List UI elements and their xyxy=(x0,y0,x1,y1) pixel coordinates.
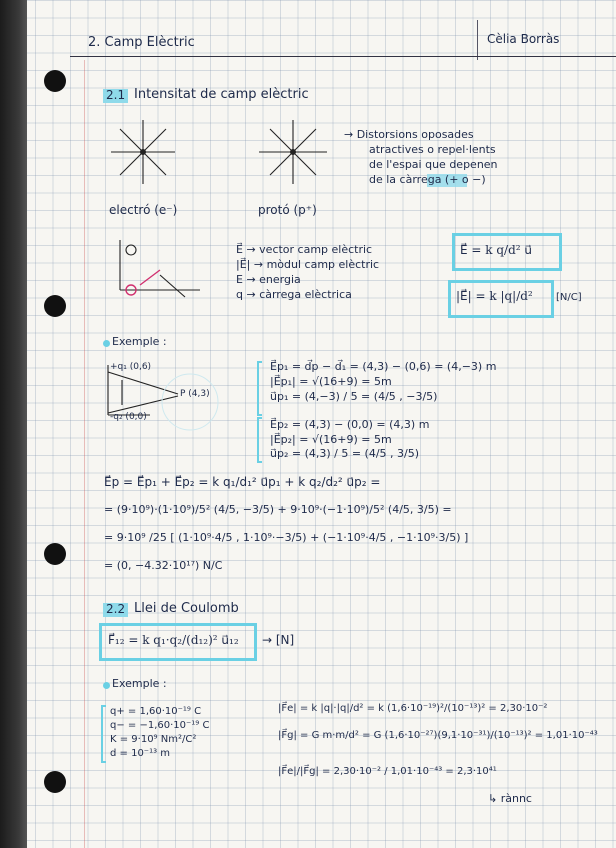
bullet-icon xyxy=(103,340,110,347)
charge-q1-label: +q₁ (0,6) xyxy=(110,362,152,372)
unit-label: [N/C] xyxy=(556,292,582,303)
result-line-4: = (0, −4.32·10¹⁷) N/C xyxy=(104,559,223,572)
legend-line-4: q → càrrega elèctrica xyxy=(236,288,352,301)
result-line-1: E⃗p = E⃗p₁ + E⃗p₂ = k q₁/d₁² u⃗p₁ + k q₂/d₂² u⃗p₂ = xyxy=(104,475,381,489)
result-line-3: = 9·10⁹ /25 [ (1·10⁹·4/5 , 1·10⁹·−3/5) + (−1·10⁹·4/5 , −1·10⁹·3/5) ] xyxy=(104,531,469,544)
example-label: Exemple : xyxy=(112,677,167,690)
proton-label: protó (p⁺) xyxy=(258,203,317,217)
legend-line-1: E⃗ → vector camp elèctric xyxy=(236,243,373,256)
calc-line-4: E⃗p₂ = (4,3) − (0,0) = (4,3) m xyxy=(270,418,430,431)
page-title: 2. Camp Elèctric xyxy=(88,35,195,50)
force-gravity-line: |F⃗g| = G m·m/d² = G (1,6·10⁻²⁷)(9,1·10⁻³¹)/(10⁻¹³)² = 1,01·10⁻⁴³ xyxy=(278,730,598,741)
charge-q2-label: -q₂ (0,0) xyxy=(110,412,147,422)
section-number: 2.2 xyxy=(106,602,126,616)
formula-field-vector: E⃗ = k q/d² u⃗ xyxy=(460,243,532,257)
section-title: Intensitat de camp elèctric xyxy=(134,87,309,102)
force-electric-line: |F⃗e| = k |q|·|q|/d² = k (1,6·10⁻¹⁹)²/(10⁻¹³)² = 2,30·10⁻² xyxy=(278,703,548,714)
data-line-2: q− = −1,60·10⁻¹⁹ C xyxy=(110,720,210,731)
note-line-2: atractives o repel·lents xyxy=(369,143,496,156)
formula-field-modulus: |E⃗| = k |q|/d² xyxy=(456,289,533,303)
note-line-1: → Distorsions oposades xyxy=(344,128,474,141)
data-line-4: d = 10⁻¹³ m xyxy=(110,748,171,759)
calc-line-6: u⃗p₂ = (4,3) / 5 = (4/5 , 3/5) xyxy=(270,447,420,460)
calc-line-3: u⃗p₁ = (4,−3) / 5 = (4/5 , −3/5) xyxy=(270,390,438,403)
calc-line-5: |E⃗p₂| = √(16+9) = 5m xyxy=(270,433,392,446)
note-line-3: de l'espai que depenen xyxy=(369,158,498,171)
coulomb-unit: → [N] xyxy=(262,633,295,647)
legend-line-2: |E⃗| → mòdul camp elèctric xyxy=(236,258,380,271)
calc-line-2: |E⃗p₁| = √(16+9) = 5m xyxy=(270,375,392,388)
legend-line-3: E → energia xyxy=(236,273,301,286)
electron-label: electró (e⁻) xyxy=(109,203,178,217)
data-line-1: q+ = 1,60·10⁻¹⁹ C xyxy=(110,706,202,717)
result-line-2: = (9·10⁹)·(1·10⁹)/5² (4/5, −3/5) + 9·10⁹·(−1·10⁹)/5² (4/5, 3/5) = xyxy=(104,503,452,516)
author-name: Cèlia Borràs xyxy=(487,32,560,46)
example-label: Exemple : xyxy=(112,335,167,348)
ratio-note: ↳ rànnc xyxy=(488,792,532,805)
coulomb-formula: F⃗₁₂ = k q₁·q₂/(d₁₂)² u⃗₁₂ xyxy=(108,633,239,647)
bullet-icon xyxy=(103,682,110,689)
point-p-label: P (4,3) xyxy=(180,389,210,399)
section-number: 2.1 xyxy=(106,88,126,102)
calc-line-1: E⃗p₁ = d⃗p − d⃗₁ = (4,3) − (0,6) = (4,−3) m xyxy=(270,360,497,373)
note-line-4: de la càrrega (+ o −) xyxy=(369,173,486,186)
data-line-3: K = 9·10⁹ Nm²/C² xyxy=(110,734,197,745)
force-ratio-line: |F⃗e|/|F⃗g| = 2,30·10⁻² / 1,01·10⁻⁴³ = 2,3·10⁴¹ xyxy=(278,766,497,777)
section-title: Llei de Coulomb xyxy=(134,601,239,616)
